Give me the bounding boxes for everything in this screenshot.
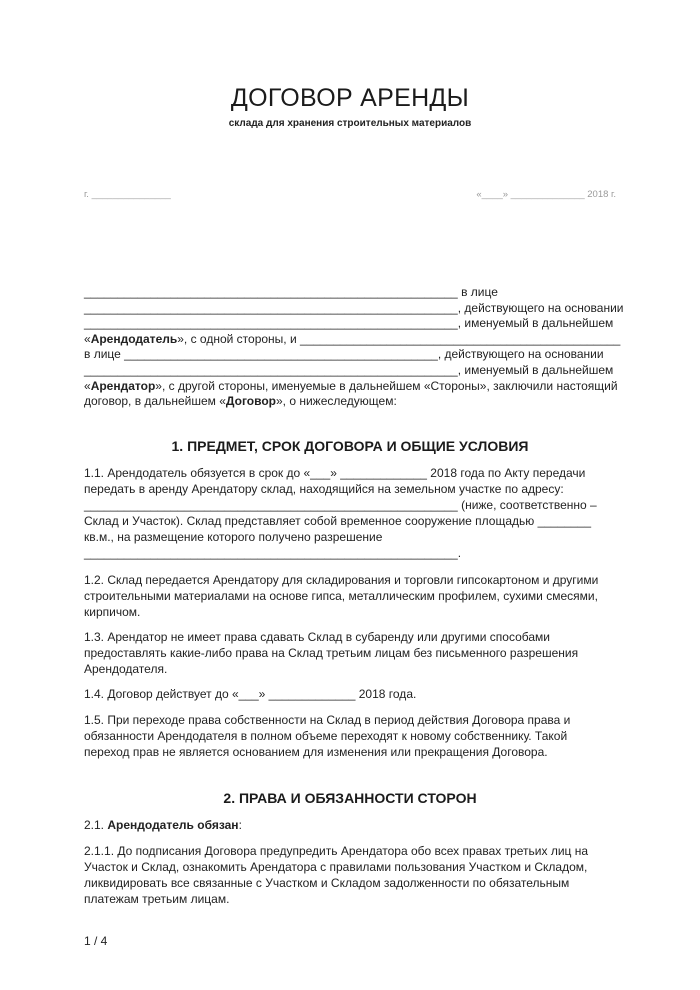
date-line: «____» ______________ 2018 г. bbox=[476, 189, 616, 200]
clause-1-2: 1.2. Склад передается Арендатору для складирования и торговли гипсокартоном и другими строительными материалами на основе гипса, металлическим профилем, сухими смесями, кирпичом. bbox=[84, 573, 599, 619]
clause-1-5: 1.5. При переходе права собственности на Склад в период действия Договора права и обязанности Арендодателя в полном объеме переходят к новому собственнику. Такой переход прав не является основанием для изменения или прекращения Договора. bbox=[84, 713, 571, 759]
parties-line: «Арендатор», с другой стороны, именуемые в дальнейшем «Стороны», заключили настоящий bbox=[84, 378, 618, 393]
parties-line: «Арендодатель», с одной стороны, и ________________________________________________ bbox=[84, 331, 621, 346]
tenant-term: Арендатор bbox=[90, 378, 156, 393]
city-line: г. _______________ bbox=[84, 189, 171, 200]
page-number: 1 / 4 bbox=[84, 934, 108, 948]
parties-line: в лице _______________________________________________, действующего на основании bbox=[84, 347, 604, 362]
parties-line: ________________________________________________________, именуемый в дальнейшем bbox=[84, 362, 614, 377]
parties-line: ________________________________________________________, действующего на основании bbox=[84, 300, 624, 315]
parties-block bbox=[84, 285, 624, 410]
document-subtitle: склада для хранения строительных материалов bbox=[228, 118, 472, 129]
clause-1-1: 1.1. Арендодатель обязуется в срок до «___» _____________ 2018 года по Акту передачи передать в аренду Арендатору склад, находящийся на земельном участке по адресу: ________________________________________________________ (ниже, соответственно – Склад и Участок). Склад представляет собой временное сооружение площадью ________ кв.м., на размещение которого получено разрешение ________________________________________________________. bbox=[84, 466, 597, 560]
document-title: ДОГОВОР АРЕНДЫ bbox=[230, 84, 470, 112]
section-1-heading: 1. ПРЕДМЕТ, СРОК ДОГОВОРА И ОБЩИЕ УСЛОВИЯ bbox=[171, 438, 529, 454]
clause-1-4: 1.4. Договор действует до «___» _____________ 2018 года. bbox=[84, 687, 417, 701]
clause-1-3: 1.3. Арендатор не имеет права сдавать Склад в субаренду или другими способами предоставлять какие-либо права на Склад третьим лицам без письменного разрешения Арендодателя. bbox=[84, 630, 579, 676]
parties-line: ________________________________________________________, именуемый в дальнейшем bbox=[84, 316, 614, 331]
contract-term: Договор bbox=[225, 394, 276, 409]
clause-2-1: 2.1. Арендодатель обязан: bbox=[84, 818, 242, 832]
landlord-term: Арендодатель bbox=[90, 331, 178, 346]
section-2-heading: 2. ПРАВА И ОБЯЗАННОСТИ СТОРОН bbox=[223, 790, 477, 806]
clause-2-1-1: 2.1.1. До подписания Договора предупредить Арендатора обо всех правах третьих лиц на Участок и Склад, ознакомить Арендатора с правилами пользования Участком и Складом, ликвидировать все связанные с Участком и Складом задолженности по обязательным платежам третьим лицам. bbox=[84, 844, 589, 906]
landlord-obliged-term: Арендодатель обязан bbox=[107, 818, 239, 832]
parties-line: ________________________________________________________ в лице bbox=[84, 285, 498, 299]
parties-line: договор, в дальнейшем «Договор», о нижеследующем: bbox=[84, 394, 397, 409]
